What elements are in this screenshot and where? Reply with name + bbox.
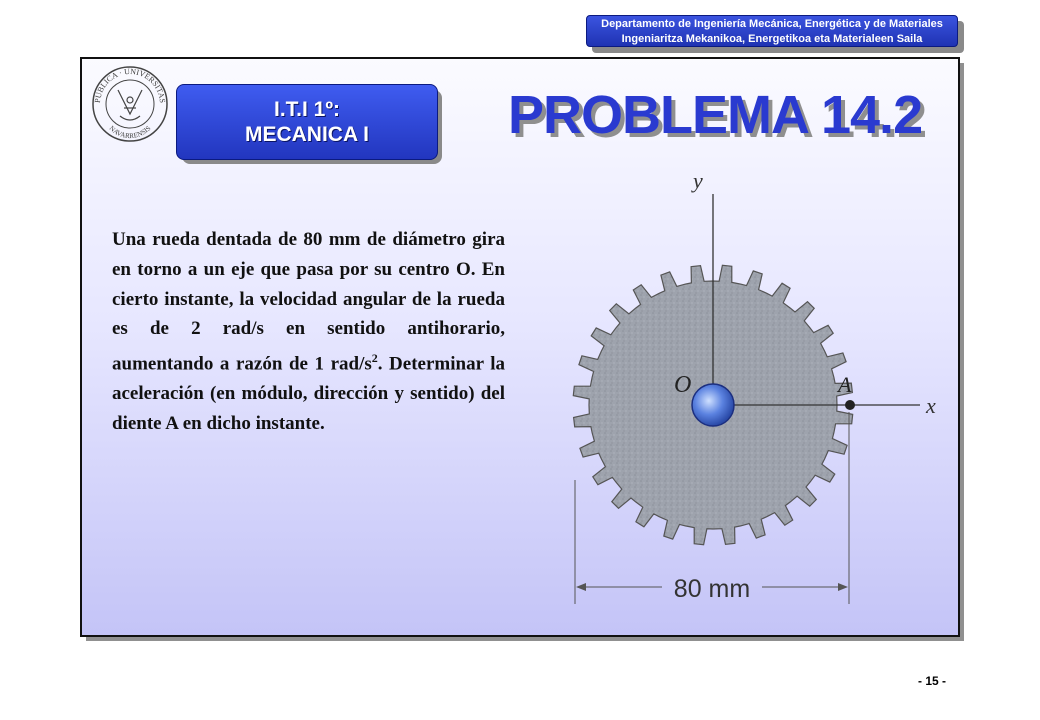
problem-superscript: 2 — [371, 351, 378, 366]
dimension-arrow-right-icon — [838, 583, 848, 591]
university-seal-icon — [90, 64, 170, 142]
department-name-eu: Ingeniaritza Mekanikoa, Energetikoa eta Materialeen Saila — [621, 33, 923, 45]
problem-text-part-2: . Determinar la aceleración (en módulo, dirección y sentido) del diente A en dicho instante. — [112, 353, 506, 435]
svg-text:PUBLICA · UNIVERSITAS — [93, 67, 167, 103]
tooth-a-point — [845, 400, 855, 410]
dimension-arrow-left-icon — [576, 583, 586, 591]
seal-text-bottom: NAVARRENSIS — [107, 124, 153, 141]
course-badge — [176, 84, 438, 160]
gear-hub — [692, 384, 734, 426]
problem-statement — [112, 225, 505, 439]
center-label: O — [674, 372, 692, 398]
dimension-label: 80 mm — [673, 575, 751, 603]
course-line-2: MECANICA I — [244, 123, 370, 146]
department-name-es: Departamento de Ingeniería Mecánica, Energética y de Materiales — [601, 18, 943, 30]
y-axis-label: y — [693, 168, 703, 193]
page-title: PROBLEMA 14.2 — [508, 85, 923, 145]
gear-figure — [562, 162, 956, 610]
x-axis-label: x — [926, 393, 936, 418]
point-a-label: A — [838, 372, 852, 397]
problem-text-part-1: Una rueda dentada de 80 mm de diámetro gira en torno a un eje que pasa por su centro O. En cierto instante, la velocidad angular de la rueda es de 2 rad/s en sentido antihorario, aumentando a razón de 1 rad/s — [112, 229, 505, 375]
department-header — [586, 15, 958, 47]
seal-text-top: PUBLICA · UNIVERSITAS — [92, 66, 168, 104]
course-line-1: I.T.I 1º: — [273, 98, 340, 121]
page-number: - 15 - — [918, 674, 947, 688]
